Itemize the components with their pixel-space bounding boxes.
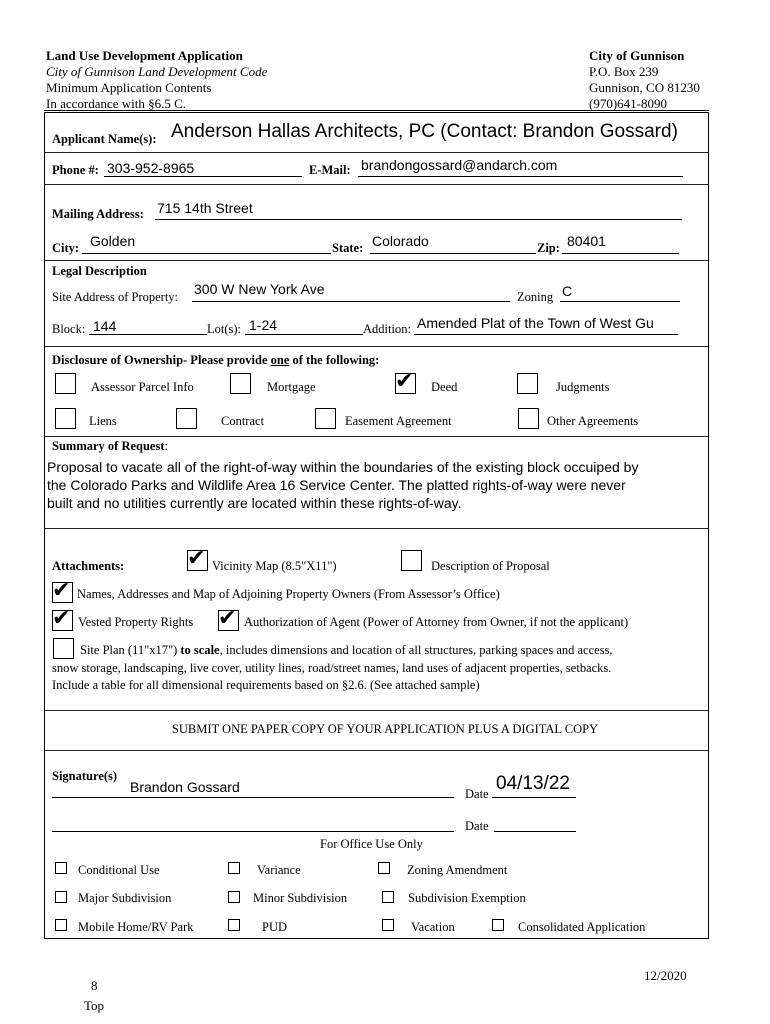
judgments-checkbox[interactable] xyxy=(517,373,538,394)
header-code: City of Gunnison Land Development Code xyxy=(46,64,268,79)
city-phone: (970)641-8090 xyxy=(589,96,667,111)
email-label: E-Mail: xyxy=(309,163,351,177)
revision-date: 12/2020 xyxy=(644,968,687,983)
top-link[interactable]: Top xyxy=(84,998,105,1013)
applicant-name-field[interactable]: Anderson Hallas Architects, PC (Contact: Brandon Gossard) xyxy=(171,121,678,142)
checkmark-icon: ✔ xyxy=(395,369,414,394)
lots-field[interactable]: 1-24 xyxy=(249,317,278,333)
office-use-heading: For Office Use Only xyxy=(320,837,423,851)
addition-label: Addition: xyxy=(363,322,411,336)
zip-field[interactable]: 80401 xyxy=(567,233,606,249)
site-address-underline xyxy=(192,301,510,302)
summary-line: the Colorado Parks and Wildlife Area 16 Service Center. The platted rights-of-way were never xyxy=(47,477,626,493)
date-label-2: Date xyxy=(465,819,489,833)
divider xyxy=(45,184,708,185)
phone-field[interactable]: 303-952-8965 xyxy=(107,160,195,176)
deed-checkbox[interactable] xyxy=(395,369,416,394)
city-label: City: xyxy=(52,241,80,255)
assessor-parcel-checkbox[interactable] xyxy=(55,373,76,394)
divider xyxy=(45,710,708,711)
legal-description-heading: Legal Description xyxy=(52,264,147,278)
summary-field[interactable] xyxy=(47,458,638,512)
summary-line: Proposal to vacate all of the right-of-way within the boundaries of the existing block occuiped by xyxy=(47,459,639,475)
state-label: State: xyxy=(332,241,364,255)
divider xyxy=(45,260,708,261)
variance-checkbox[interactable] xyxy=(228,862,240,874)
deed-label: Deed xyxy=(431,380,458,394)
email-field[interactable]: brandongossard@andarch.com xyxy=(361,157,558,173)
city-address: Gunnison, CO 81230 xyxy=(589,80,700,95)
divider xyxy=(45,528,708,529)
header-title: Land Use Development Application xyxy=(46,48,243,63)
liens-label: Liens xyxy=(89,414,117,428)
site-plan-label: Site Plan (11"x17") to scale, includes dimensions and location of all structures, parking spaces and access, xyxy=(80,643,613,657)
conditional-use-checkbox[interactable] xyxy=(55,862,67,874)
divider xyxy=(45,750,708,751)
easement-checkbox[interactable] xyxy=(315,408,336,429)
variance-label: Variance xyxy=(257,863,301,877)
lots-underline xyxy=(245,334,363,335)
zoning-underline xyxy=(560,301,680,302)
other-agreements-checkbox[interactable] xyxy=(518,408,539,429)
zip-label: Zip: xyxy=(537,241,560,255)
zip-underline xyxy=(562,253,679,254)
addition-field[interactable]: Amended Plat of the Town of West Gu xyxy=(417,315,654,331)
mobile-home-checkbox[interactable] xyxy=(55,919,67,931)
minor-subdivision-label: Minor Subdivision xyxy=(253,891,348,905)
subdivision-exemption-label: Subdivision Exemption xyxy=(408,891,526,905)
authorization-label: Authorization of Agent (Power of Attorney from Owner, if not the applicant) xyxy=(244,615,629,629)
block-label: Block: xyxy=(52,322,86,336)
description-label: Description of Proposal xyxy=(431,559,550,573)
addition-underline xyxy=(414,334,678,335)
mailing-underline xyxy=(155,219,682,220)
phone-label: Phone #: xyxy=(52,163,99,177)
header-accordance: In accordance with §6.5 C. xyxy=(46,96,187,111)
site-plan-line: snow storage, landscaping, live cover, utility lines, road/street names, land uses of adjacent properties, setbacks. xyxy=(52,661,612,675)
vested-rights-label: Vested Property Rights xyxy=(78,615,194,629)
site-address-field[interactable]: 300 W New York Ave xyxy=(194,281,325,297)
contract-label: Contract xyxy=(221,414,265,428)
phone-underline xyxy=(104,176,302,177)
city-underline xyxy=(82,253,331,254)
consolidated-application-label: Consolidated Application xyxy=(518,920,646,934)
summary-label: Summary of Request: xyxy=(52,439,168,453)
subdivision-exemption-checkbox[interactable] xyxy=(382,891,394,903)
liens-checkbox[interactable] xyxy=(55,408,76,429)
city-name: City of Gunnison xyxy=(589,48,685,63)
email-underline xyxy=(358,176,683,177)
vicinity-map-label: Vicinity Map (8.5"X11") xyxy=(212,559,337,573)
checkmark-icon: ✔ xyxy=(187,546,206,571)
mailing-address-label: Mailing Address: xyxy=(52,207,144,221)
vacation-checkbox[interactable] xyxy=(382,919,394,931)
mailing-address-field[interactable]: 715 14th Street xyxy=(157,200,253,216)
contract-checkbox[interactable] xyxy=(176,408,197,429)
checkmark-icon: ✔ xyxy=(52,606,71,631)
other-agreements-label: Other Agreements xyxy=(547,414,639,428)
description-checkbox[interactable] xyxy=(401,550,422,571)
summary-line: built and no utilities currently are located within these rights-of-way. xyxy=(47,495,462,511)
divider xyxy=(45,152,708,153)
state-underline xyxy=(370,253,536,254)
city-po-box: P.O. Box 239 xyxy=(589,64,659,79)
header-contents: Minimum Application Contents xyxy=(46,80,212,95)
mortgage-checkbox[interactable] xyxy=(230,373,251,394)
lots-label: Lot(s): xyxy=(207,322,242,336)
minor-subdivision-checkbox[interactable] xyxy=(228,891,240,903)
attachments-label: Attachments: xyxy=(52,559,125,573)
signature-underline xyxy=(52,797,454,798)
city-field[interactable]: Golden xyxy=(90,233,136,249)
site-plan-line: Include a table for all dimensional requirements based on §2.6. (See attached sample) xyxy=(52,678,480,692)
major-subdivision-label: Major Subdivision xyxy=(78,891,172,905)
vacation-label: Vacation xyxy=(411,920,455,934)
mortgage-label: Mortgage xyxy=(267,380,316,394)
pud-checkbox[interactable] xyxy=(228,919,240,931)
adjoining-owners-checkbox[interactable] xyxy=(52,578,73,603)
conditional-use-label: Conditional Use xyxy=(78,863,160,877)
date-field[interactable]: 04/13/22 xyxy=(496,773,570,794)
mobile-home-label: Mobile Home/RV Park xyxy=(78,920,194,934)
zoning-amendment-checkbox[interactable] xyxy=(378,862,390,874)
top-rule xyxy=(44,110,709,111)
ownership-heading: Disclosure of Ownership- Please provide one of the following: xyxy=(52,353,380,367)
date-underline-2 xyxy=(494,831,576,832)
date-underline xyxy=(492,797,576,798)
authorization-checkbox[interactable] xyxy=(218,606,239,631)
zoning-label: Zoning xyxy=(517,290,554,304)
zoning-amendment-label: Zoning Amendment xyxy=(407,863,508,877)
assessor-parcel-label: Assessor Parcel Info xyxy=(91,380,194,394)
applicant-label: Applicant Name(s): xyxy=(52,132,157,146)
site-address-label: Site Address of Property: xyxy=(52,290,179,304)
easement-label: Easement Agreement xyxy=(345,414,452,428)
signature-field[interactable]: Brandon Gossard xyxy=(130,779,240,795)
zoning-field[interactable]: C xyxy=(562,283,573,299)
divider xyxy=(45,346,708,347)
block-underline xyxy=(89,334,207,335)
page-number: 8 xyxy=(91,978,98,993)
adjoining-owners-label: Names, Addresses and Map of Adjoining Property Owners (From Assessor’s Office) xyxy=(77,587,500,601)
date-label: Date xyxy=(465,787,489,801)
site-plan-checkbox[interactable] xyxy=(53,638,74,659)
consolidated-application-checkbox[interactable] xyxy=(492,919,504,931)
judgments-label: Judgments xyxy=(556,380,610,394)
vicinity-map-checkbox[interactable] xyxy=(187,546,208,571)
checkmark-icon: ✔ xyxy=(52,578,71,603)
checkmark-icon: ✔ xyxy=(218,606,237,631)
vested-rights-checkbox[interactable] xyxy=(52,606,73,631)
state-field[interactable]: Colorado xyxy=(372,233,429,249)
divider xyxy=(45,436,708,437)
block-field[interactable]: 144 xyxy=(93,318,117,334)
signature-underline-2 xyxy=(52,831,454,832)
major-subdivision-checkbox[interactable] xyxy=(55,891,67,903)
pud-label: PUD xyxy=(262,920,288,934)
submit-instruction: SUBMIT ONE PAPER COPY OF YOUR APPLICATION PLUS A DIGITAL COPY xyxy=(171,722,599,736)
signature-label: Signature(s) xyxy=(52,769,118,783)
